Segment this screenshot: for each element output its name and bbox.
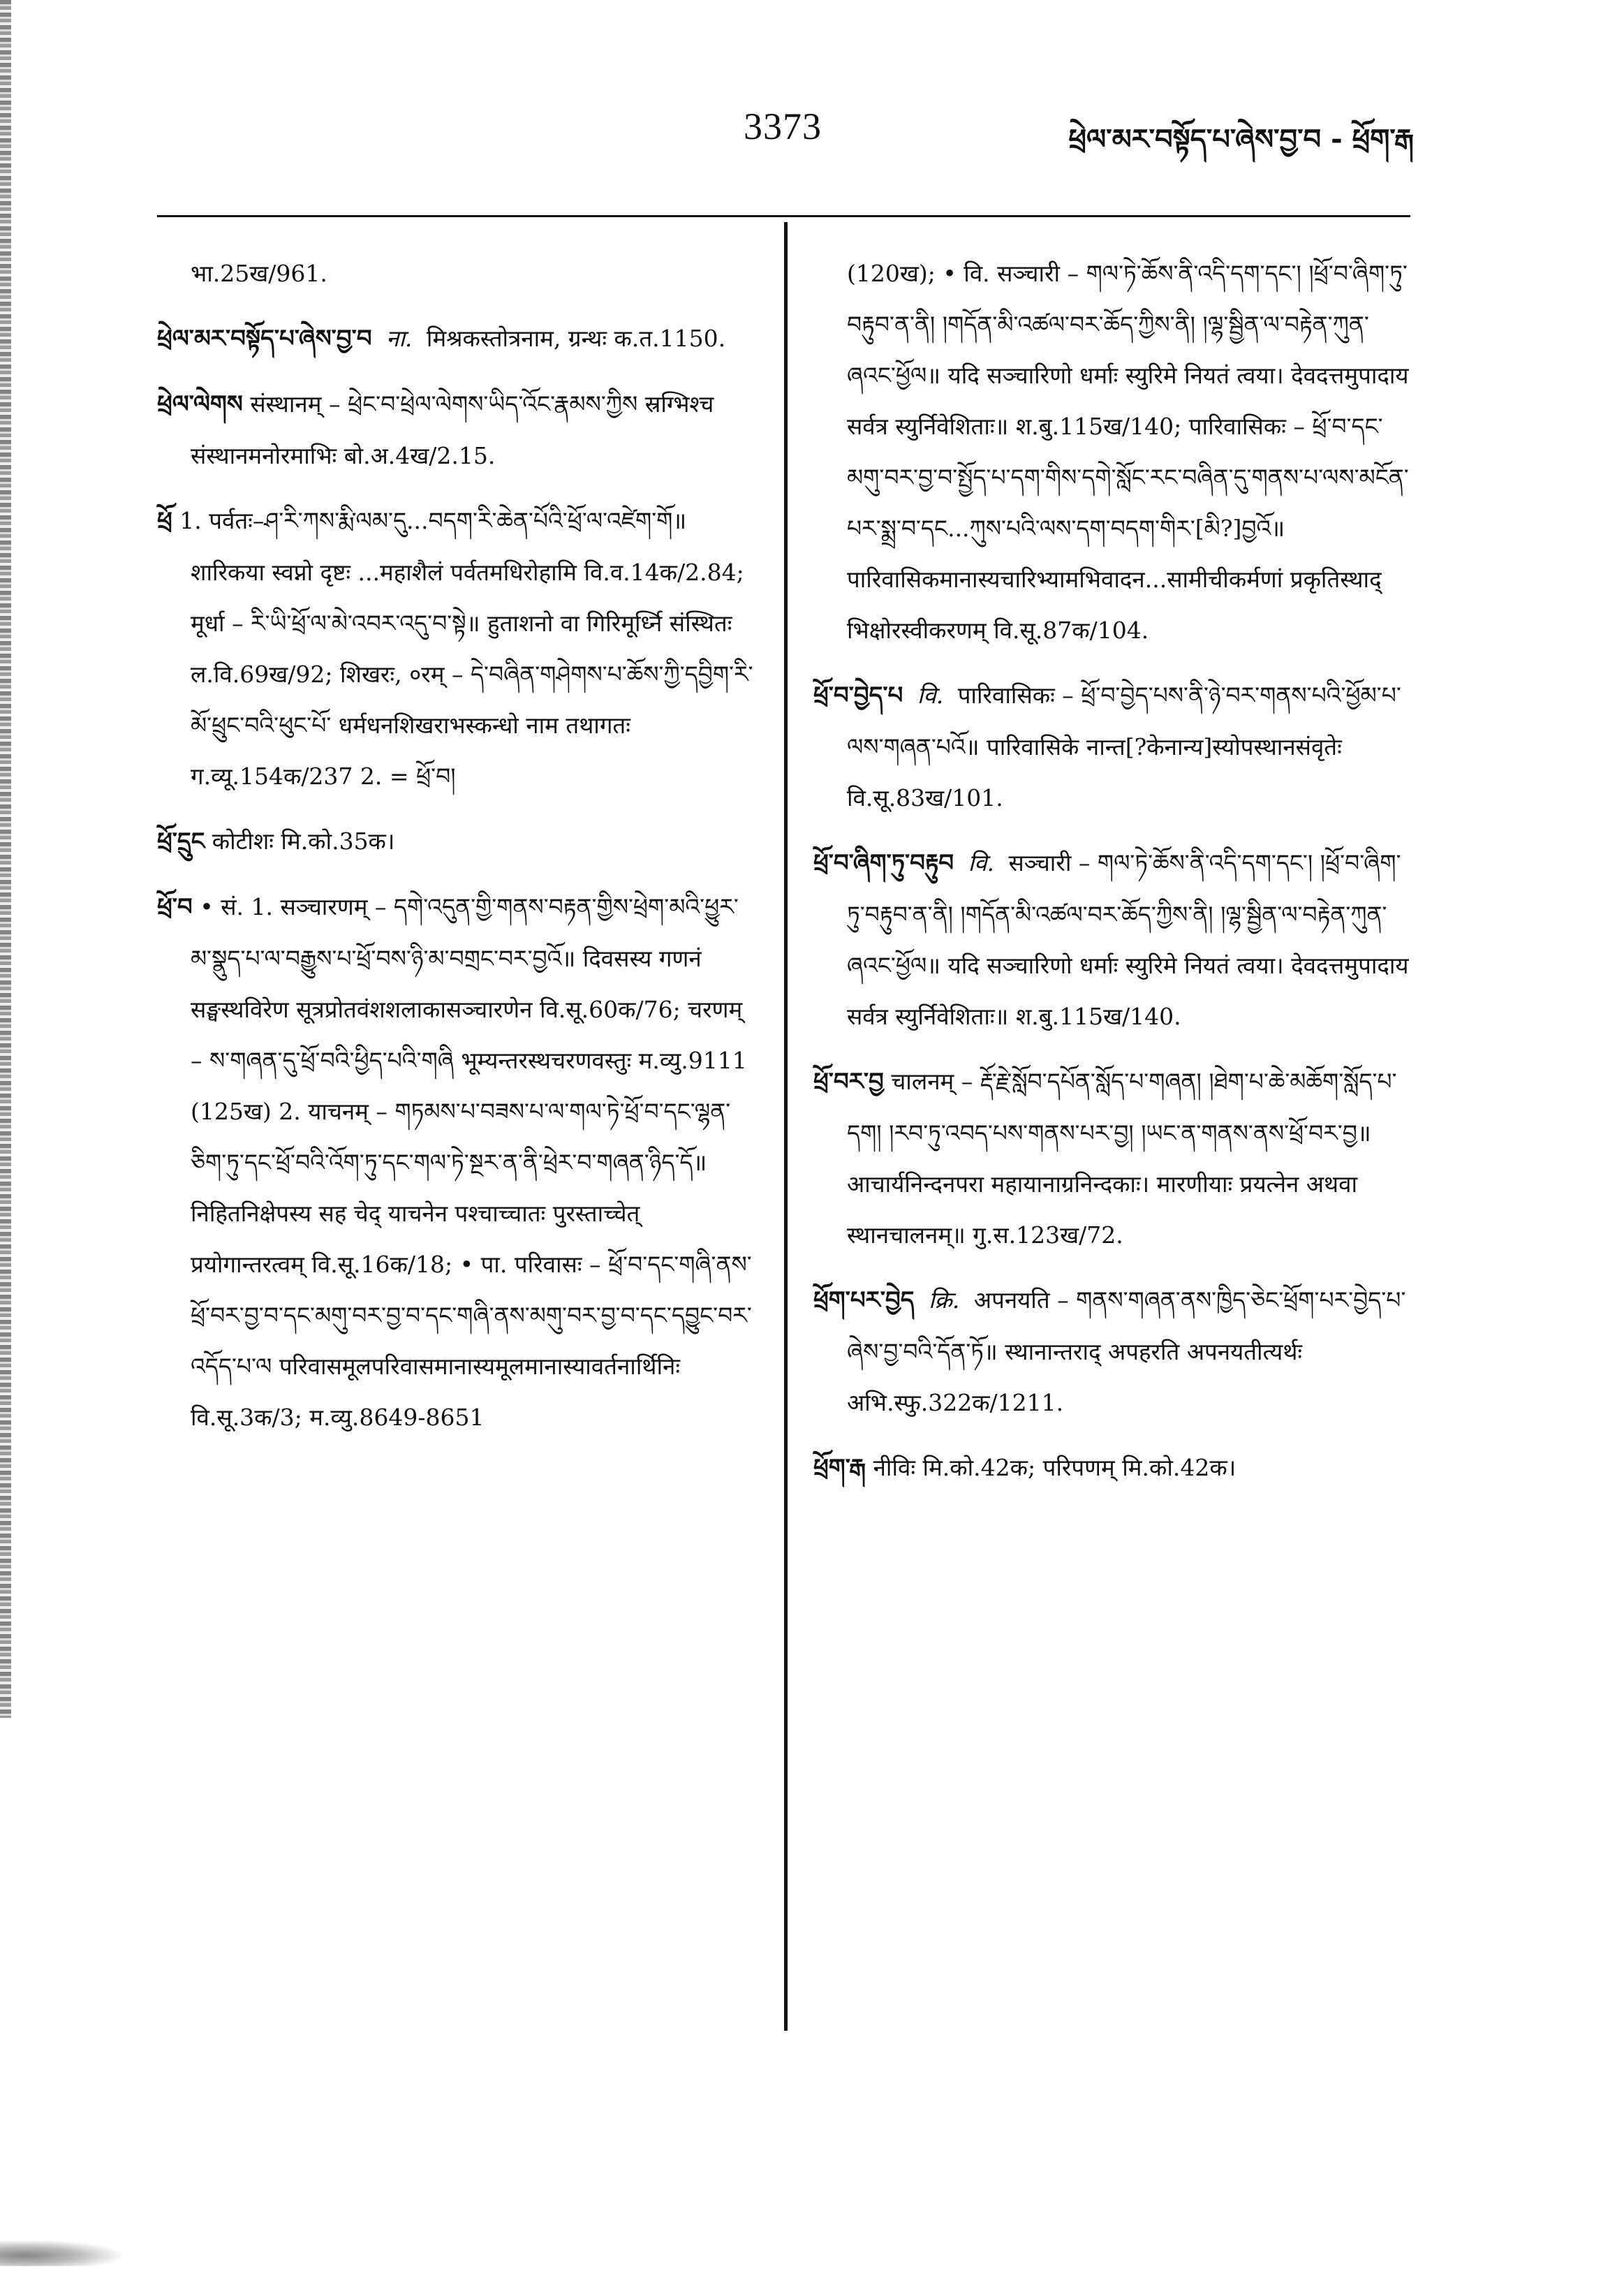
entry-headword: ཕྲོག་པར་བྱེད — [813, 1286, 915, 1314]
dictionary-entry — [157, 495, 758, 802]
left-column — [157, 248, 758, 1457]
dictionary-entry-continuation — [813, 248, 1414, 656]
entry-text: कोटीशः मि.को.35क। — [212, 828, 395, 855]
entry-grammar-abbr: वि. — [917, 682, 944, 709]
dictionary-entry — [157, 313, 758, 365]
entry-text: सञ्चारी – གལ་ཏེ་ཆོས་ནི་འདི་དག་དང་། །ཕྲོ་བ་ཞིག་ཏུ་བརྟུབ་ན་ནི། །གདོན་མི་འཚལ་བར་ཆོད་ཀྱིས་ནི། །ལྷ་སྦྱིན་ལ་བརྟེན་ཀུན་ཞའང་ཕྱོལ॥ यदि सञ्चारिणो धर्माः स्युरिमे नियतं त्वया। देवदत्तमुपादाय सर्वत्र स्युर्निवेशिताः॥ श.बु.115ख/140. — [847, 849, 1409, 1030]
dictionary-entry — [813, 837, 1414, 1042]
dictionary-entry-continuation — [157, 248, 758, 299]
entry-text: चालनम् – རྡོ་རྗེ་སློབ་དཔོན་སློད་པ་གཞན། །ཐེག་པ་ཆེ་མཆོག་སློད་པ་དག། །རབ་ཏུ་འབད་པས་གནས་པར་བྱ། །ཡང་ན་གནས་ནས་ཕྲོ་བར་བྱ॥ आचार्यनिन्दनपरा महायानाग्रनिन्दकाः। मारणीयाः प्रयत्नेन अथवा स्थानचालनम्॥ गु.स.123ख/72. — [847, 1068, 1397, 1249]
entry-text: अपनयति – གནས་གཞན་ནས་ཁྱིད་ཅེང་ཕྲོག་པར་བྱེད་པ་ཞེས་བྱ་བའི་དོན་ཏོ॥ स्थानान्तराद् अपहरति अपनयतीत्यर्थः अभि.स्फु.322क/1211. — [847, 1286, 1406, 1416]
scan-edge-artifact — [0, 0, 11, 1718]
entry-text: 1. पर्वतः–ཤ་རི་ཀས་རྨི་ལམ་དུ...བདག་རི་ཆེན་པོའི་ཕྲོ་ལ་འཛེག་གོ॥ शारिकया स्वप्नो दृष्टः ...महाशैलं पर्वतमधिरोहामि वि.व.14क/2.84; मूर्धा – རི་ཡི་ཕྲོ་ལ་མེ་འབར་འདུ་བ་སྟེ॥ हुताशनो वा गिरिमूर्ध्नि संस्थितः ल.वि.69ख/92; शिखरः, ०रम् – དེ་བཞིན་གཤེགས་པ་ཆོས་ཀྱི་དབྱིག་རི་མོ་ཕྲུང་བའི་ཕུང་པོ་ धर्मधनशिखराभस्कन्धो नाम तथागतः ग.व्यू.154क/237 2. = ཕྲོ་བ། — [179, 507, 753, 790]
dictionary-entry — [813, 1442, 1414, 1494]
entry-headword: ཕྲོ་བ — [157, 893, 193, 921]
column-divider — [784, 222, 788, 2031]
entry-grammar-abbr: क्रि. — [928, 1286, 960, 1314]
page-number: 3373 — [744, 105, 822, 147]
dictionary-entry — [157, 816, 758, 867]
entry-headword: ཕྲེལ་མར་བསྟོད་པ་ཞེས་བྱ་བ — [157, 325, 372, 353]
entry-headword: ཕྲོ་བ་ཞིག་ཏུ་བརྟུབ — [813, 849, 954, 877]
entry-text: • सं. 1. सञ्चारणम् – དགེ་འདུན་གྱི་གནས་བརྟན་གྱིས་ཕྲེག་མའི་ཕྱུར་མ་སྣུད་པ་ལ་བརྒྱུས་པ་ཕྲོ་བས་ཉི་མ་བགྲང་བར་བྱའོ॥ दिवसस्य गणनं सङ्घस्थविरेण सूत्रप्रोतवंशशलाकासञ्चारणेन वि.सू.60क/76; चरणम् – ས་གཞན་དུ་ཕྲོ་བའི་ཕྱིད་པའི་གཞི भूम्यन्तरस्थचरणवस्तुः म.व्यु.9111 (125ख) 2. याचनम् – གཏམས་པ་བཟས་པ་ལ་གལ་ཏེ་ཕྲོ་བ་དང་ལྷན་ཅིག་ཏུ་དང་ཕྲོ་བའི་འོག་ཏུ་དང་གལ་ཏེ་སྔར་ན་ནི་ཕྲེར་བ་གཞན་ཉིད་དོ॥ निहितनिक्षेपस्य सह चेद् याचनेन पश्चाच्चातः पुरस्ताच्चेत् प्रयोगान्तरत्वम् वि.सू.16क/18; • पा. परिवासः – ཕྲོ་བ་དང་གཞི་ནས་ཕྲོ་བར་བྱ་བ་དང་མགུ་བར་བྱ་བ་དང་གཞི་ནས་མགུ་བར་བྱ་བ་དང་དབྱུང་བར་འདོད་པ་ལ परिवासमूलपरिवासमानास्यमूलमानास्यावर्तनार्थिनिः वि.सू.3क/3; म.व्यु.8649-8651 — [191, 893, 752, 1431]
dictionary-entry — [813, 1274, 1414, 1428]
header-rule — [157, 215, 1410, 217]
entry-grammar-abbr: वि. — [968, 849, 994, 876]
running-head: ཕྲེལ་མར་བསྟོད་པ་ཞེས་བྱ་བ - ཕྲོག་རྒ — [1068, 124, 1414, 156]
entry-headword: ཕྲོ་དྲུང — [157, 828, 205, 855]
entry-text: भा.25ख/961. — [191, 260, 327, 287]
entry-text: पारिवासिकः – ཕྲོ་བ་བྱེད་པས་ནི་ཉེ་བར་གནས་པའི་ཕྱོམ་པ་ལས་གཞན་པའོ॥ पारिवासिके नान्त[?केनान्य]स्योपस्थानसंवृतेः वि.सू.83ख/101. — [847, 682, 1401, 811]
scan-smudge-artifact — [0, 2240, 126, 2266]
entry-text: संस्थानम् – ཕྲེང་བ་ཕྲེལ་ལེགས་ཡིད་འོང་རྣམས་ཀྱིས स्रग्भिश्च संस्थानमनोरमाभिः बो.अ.4ख/2.15. — [191, 390, 714, 469]
dictionary-entry — [813, 1056, 1414, 1260]
page-header — [157, 105, 1414, 168]
entry-text: नीविः मि.को.42क; परिपणम् मि.को.42क। — [873, 1454, 1237, 1481]
entry-headword: ཕྲེལ་ལེགས — [157, 390, 243, 418]
entry-headword: ཕྲོ — [157, 507, 172, 535]
entry-grammar-abbr: ना. — [386, 325, 413, 352]
entry-text: (120ख); • वि. सञ्चारी – གལ་ཏེ་ཆོས་ནི་འདི་དག་དང་། །ཕྲོ་བ་ཞིག་ཏུ་བརྟུབ་ན་ནི། །གདོན་མི་འཚལ་བར་ཆོད་ཀྱིས་ནི། །ལྷ་སྦྱིན་ལ་བརྟེན་ཀུན་ཞའང་ཕྱོལ॥ यदि सञ्चारिणो धर्माः स्युरिमे नियतं त्वया। देवदत्तमुपादाय सर्वत्र स्युर्निवेशिताः॥ श.बु.115ख/140; पारिवासिकः – ཕྲོ་བ་དང་མགུ་བར་བྱ་བ་སྤྱོད་པ་དག་གིས་དགེ་སློང་རང་བཞིན་དུ་གནས་པ་ལས་མངོན་པར་སྨྲ་བ་དང...ཀུས་པའི་ལས་དག་བདག་གིར་[མི?]བྱའོ॥ पारिवासिकमानास्यचारिभ्यामभिवादन...सामीचीकर्मणां प्रकृतिस्थाद् भिक्षोरस्वीकरणम् वि.सू.87क/104. — [847, 260, 1409, 644]
entry-headword: ཕྲོག་རྒ — [813, 1454, 866, 1482]
dictionary-entry — [157, 378, 758, 481]
dictionary-entry — [157, 881, 758, 1443]
dictionary-entry — [813, 670, 1414, 823]
entry-text: मिश्रकस्तोत्रनाम, ग्रन्थः क.त.1150. — [426, 325, 726, 352]
entry-headword: ཕྲོ་བ་བྱེད་པ — [813, 682, 903, 709]
entry-headword: ཕྲོ་བར་བྱ — [813, 1068, 884, 1096]
right-column — [813, 248, 1414, 1508]
